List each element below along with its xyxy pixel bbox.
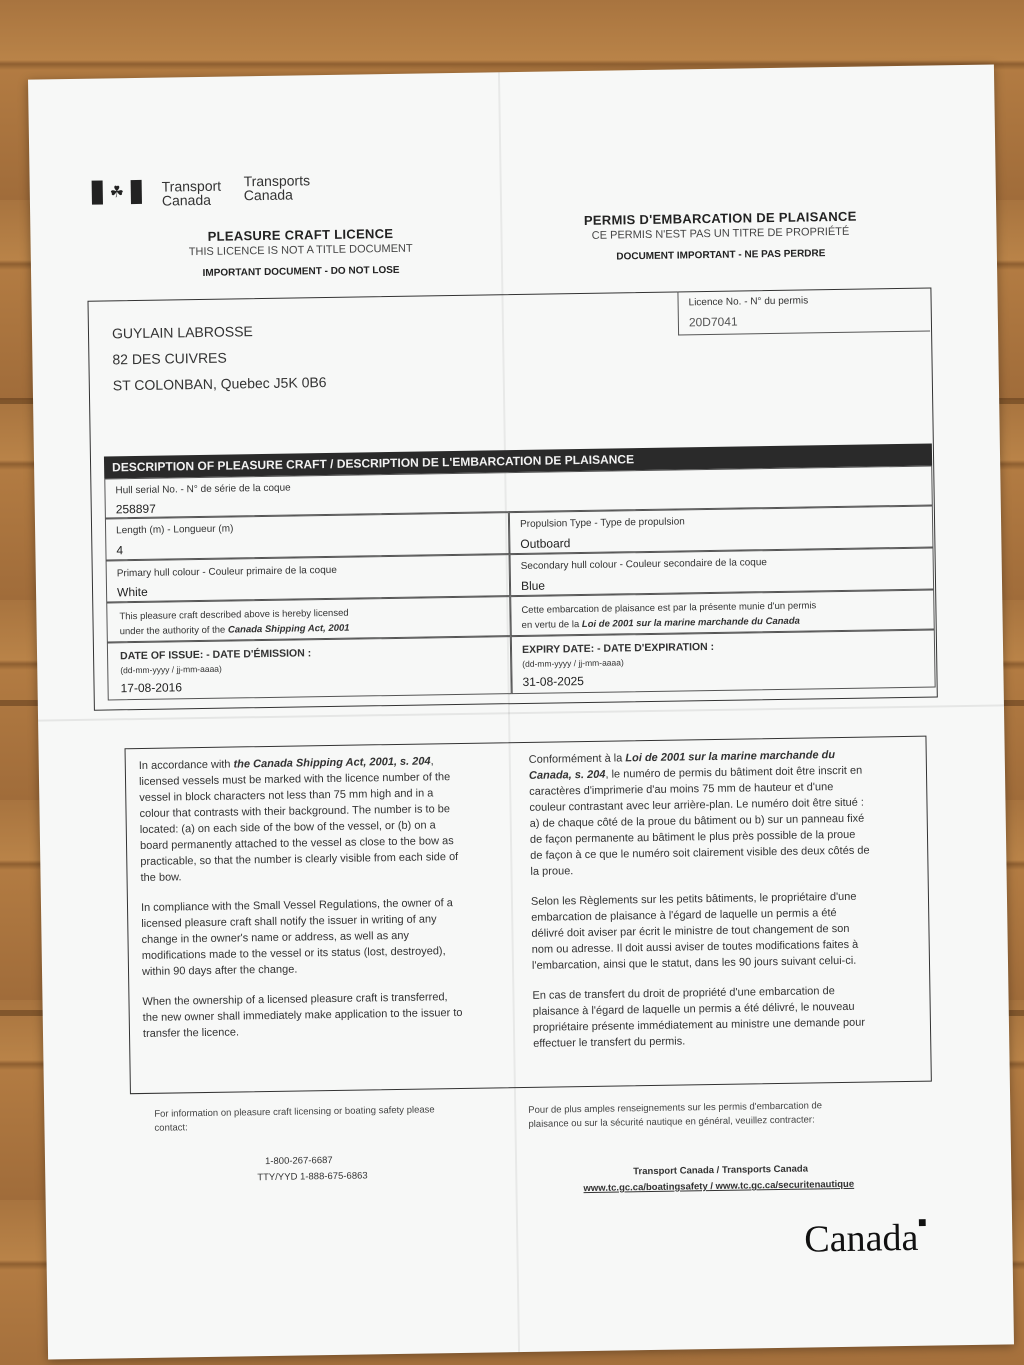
length-label: Length (m) - Longueur (m) xyxy=(116,523,234,537)
hull-serial-value: 258897 xyxy=(115,501,156,517)
secondary-colour-label: Secondary hull colour - Couleur secondaire de la coque xyxy=(520,557,768,572)
description-band: DESCRIPTION OF PLEASURE CRAFT / DESCRIPTION DE L'EMBARCATION DE PLAISANCE xyxy=(104,444,932,479)
header-fr xyxy=(570,208,871,263)
issue-date-format: (dd-mm-yyyy / jj-mm-aaaa) xyxy=(120,663,222,676)
issue-date-label: DATE OF ISSUE: - DATE D'ÉMISSION : xyxy=(119,647,312,663)
title-fr: PERMIS D'EMBARCATION DE PLAISANCE xyxy=(583,208,857,228)
footer-info-en: For information on pleasure craft licensing or boating safety please contact: xyxy=(154,1104,435,1134)
primary-colour-cell xyxy=(106,554,511,602)
licence-number-label: Licence No. - N° du permis xyxy=(688,295,809,309)
authority-fr-cell xyxy=(510,589,935,636)
licence-document xyxy=(28,64,1014,1359)
important-fr: DOCUMENT IMPORTANT - NE PAS PERDRE xyxy=(616,248,826,263)
subtitle-fr: CE PERMIS N'EST PAS UN TITRE DE PROPRIÉTÉ xyxy=(591,225,850,242)
issue-date-cell xyxy=(107,636,512,700)
footer-phone: 1-800-267-6687 xyxy=(264,1155,333,1168)
secondary-colour-cell xyxy=(510,548,935,597)
issue-date-value: 17-08-2016 xyxy=(120,680,183,696)
canada-flag-icon: ☘ xyxy=(92,180,142,205)
owner-name: GUYLAIN LABROSSE xyxy=(111,323,253,342)
notice-fr-p3: En cas de transfert du droit de propriété d'une embarcation de plaisance à l'égard de laquelle un permis a été délivré, le nouveau propriétaire présente immédiatement au ministre une demande pour effectuer le transfert du permis. xyxy=(532,985,866,1050)
authority-fr-text: Cette embarcation de plaisance est par la présente munie d'un permis en vertu de la Loi de 2001 sur la marine marchande du Canada xyxy=(521,600,817,631)
owner-city: ST COLONBAN, Quebec J5K 0B6 xyxy=(112,374,327,394)
licence-number-cell xyxy=(677,288,930,336)
act-name-en: Canada Shipping Act, 2001 xyxy=(227,622,350,636)
owner-address xyxy=(112,317,327,398)
dept-name-en: Transport Canada xyxy=(161,177,222,209)
propulsion-value: Outboard xyxy=(520,536,571,551)
title-en: PLEASURE CRAFT LICENCE xyxy=(207,225,394,244)
licence-number-value: 20D7041 xyxy=(688,314,738,330)
expiry-date-value: 31-08-2025 xyxy=(522,674,585,689)
authority-en-cell xyxy=(106,596,511,642)
secondary-colour-value: Blue xyxy=(520,578,546,593)
wordmark-flag-icon: ■ xyxy=(917,1215,927,1231)
notice-en xyxy=(139,753,463,1042)
notice-fr-p1: Conformément à la Loi de 2001 sur la marine marchande du Canada, s. 204, le numéro de permis du bâtiment doit être inscrit en caractères d'imprimerie d'au moins 75 mm de hauteur et d'une couleur contrastant avec leur arrière-plan. Le numéro doit être situé : a) de chaque côté de la proue du bâtiment ou b) sur un panneau fixé de façon permanente au bâtiment le plus près possible de la proue de façon à ce que le numéro soit clairement visible des deux côtés de la proue. xyxy=(528,749,870,878)
notice-fr xyxy=(529,747,874,1052)
act-name-fr: Loi de 2001 sur la marine marchande du Canada xyxy=(581,615,800,631)
primary-colour-value: White xyxy=(116,584,148,600)
notice-fr-p2: Selon les Règlements sur les petits bâtiments, le propriétaire d'une embarcation de plaisance à l'égard de laquelle un permis a été délivré doit aviser par écrit le ministre de tout changement de son nom ou adresse. Il doit aussi aviser de toutes modifications faites à l'embarcation, ainsi que le statut, dans les 90 jours suivant celui-ci. xyxy=(530,890,859,972)
hull-serial-label: Hull serial No. - N° de série de la coque xyxy=(115,482,291,497)
notice-en-p1: In accordance with the Canada Shipping Act, 2001, s. 204, licensed vessels must be marked with the licence number of the vessel in block characters not less than 75 mm high and in a colour that contrasts with their background. The number is to be located: (a) on each side of the bow of the vessel, or (b) on a board permanently attached to the vessel as close to the bow as practicable, so that the number is clearly visible from each side of the bow. xyxy=(138,755,459,884)
authority-en-text: This pleasure craft described above is hereby licensed under the authority of the Canada Shipping Act, 2001 xyxy=(119,607,350,638)
notice-en-p3: When the ownership of a licensed pleasure craft is transferred, the new owner shall immediately make application to the issuer to transfer the licence. xyxy=(142,991,463,1040)
length-cell xyxy=(105,512,510,560)
footer-tty: TTY/YYD 1-888-675-6863 xyxy=(257,1170,368,1184)
subtitle-en: THIS LICENCE IS NOT A TITLE DOCUMENT xyxy=(188,242,413,259)
length-value: 4 xyxy=(116,543,124,558)
canada-wordmark: Canada■ xyxy=(803,1215,927,1261)
header-en xyxy=(180,226,421,280)
footer-info-fr: Pour de plus amples renseignements sur les permis d'embarcation de plaisance ou sur la sécurité nautique en général, veuillez contracter: xyxy=(528,1100,823,1130)
propulsion-label: Propulsion Type - Type de propulsion xyxy=(519,516,685,530)
dept-name-fr: Transports Canada xyxy=(243,172,311,204)
propulsion-cell xyxy=(509,506,934,555)
expiry-date-cell xyxy=(511,629,936,694)
footer-urls-link[interactable]: www.tc.gc.ca/boatingsafety / www.tc.gc.ca/securitenautique xyxy=(583,1178,855,1195)
primary-colour-label: Primary hull colour - Couleur primaire de la coque xyxy=(116,564,337,580)
notice-en-p2: In compliance with the Small Vessel Regulations, the owner of a licensed pleasure craft shall notify the issuer in writing of any change in the owner's name or address, as well as any modifications made to the vessel or its status (lost, destroyed), within 90 days after the change. xyxy=(140,897,453,978)
important-en: IMPORTANT DOCUMENT - DO NOT LOSE xyxy=(202,264,400,279)
expiry-date-format: (dd-mm-yyyy / jj-mm-aaaa) xyxy=(522,657,624,669)
owner-street: 82 DES CUIVRES xyxy=(112,349,227,368)
expiry-date-label: EXPIRY DATE: - DATE D'EXPIRATION : xyxy=(521,640,715,656)
footer-org: Transport Canada / Transports Canada xyxy=(633,1163,809,1178)
